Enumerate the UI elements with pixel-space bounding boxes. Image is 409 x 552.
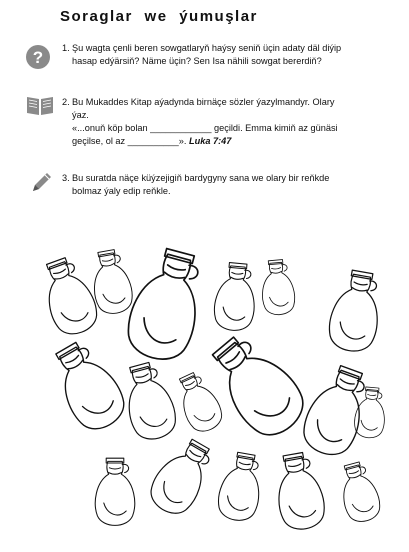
jar (297, 361, 376, 462)
jar (171, 369, 227, 437)
jar (199, 326, 314, 446)
jar (43, 335, 132, 437)
question-text-line: hasap edýärsiň? Näme üçin? Sen Isa nähili sowgat bererdiň? (72, 56, 322, 66)
jar (335, 459, 384, 525)
scripture-quote-text: geçilse, ol az __________». (72, 136, 187, 146)
jar (144, 433, 220, 521)
question-text-line: bolmaz ýaly edip reňkle. (72, 186, 171, 196)
jar (40, 254, 103, 340)
scripture-quote-line: «...onuň köp bolan ____________ geçildi. Emma kimiň az günäsi (72, 123, 338, 133)
question-number: 3. (62, 173, 70, 183)
jar (213, 262, 258, 332)
scripture-reference: Luka 7:47 (189, 136, 232, 146)
question-text-line: Şu wagta çenli beren sowgatlaryň haýsy seniň üçin adaty däl diýip (72, 43, 342, 53)
pencil-icon (30, 170, 54, 194)
question-3 (62, 172, 392, 198)
question-text-line: Bu Mukaddes Kitap aýadynda birnäçe sözler ýazylmandyr. Olary (72, 97, 335, 107)
question-text-line: ýaz. (72, 110, 89, 120)
question-1 (62, 42, 392, 68)
scripture-quote-line-2 (72, 135, 392, 148)
question-number: 2. (62, 97, 70, 107)
jar (353, 386, 387, 439)
question-2 (62, 96, 392, 148)
jar (271, 450, 328, 532)
open-book-icon (25, 94, 55, 116)
jar (118, 359, 180, 444)
page-title: Soraglar we ýumuşlar (60, 8, 258, 25)
jar (215, 450, 266, 523)
question-circle-icon (25, 44, 51, 70)
svg-text:?: ? (32, 48, 44, 67)
jar (259, 259, 296, 316)
jar (88, 248, 135, 316)
question-text-line: Bu suratda näçe küýzejigiň bardygyny sana we olary bir reňkde (72, 173, 330, 183)
question-number: 1. (62, 43, 70, 53)
jar (121, 244, 211, 366)
jar (326, 268, 386, 355)
jars-coloring-picture (40, 240, 390, 540)
jar (95, 458, 134, 525)
